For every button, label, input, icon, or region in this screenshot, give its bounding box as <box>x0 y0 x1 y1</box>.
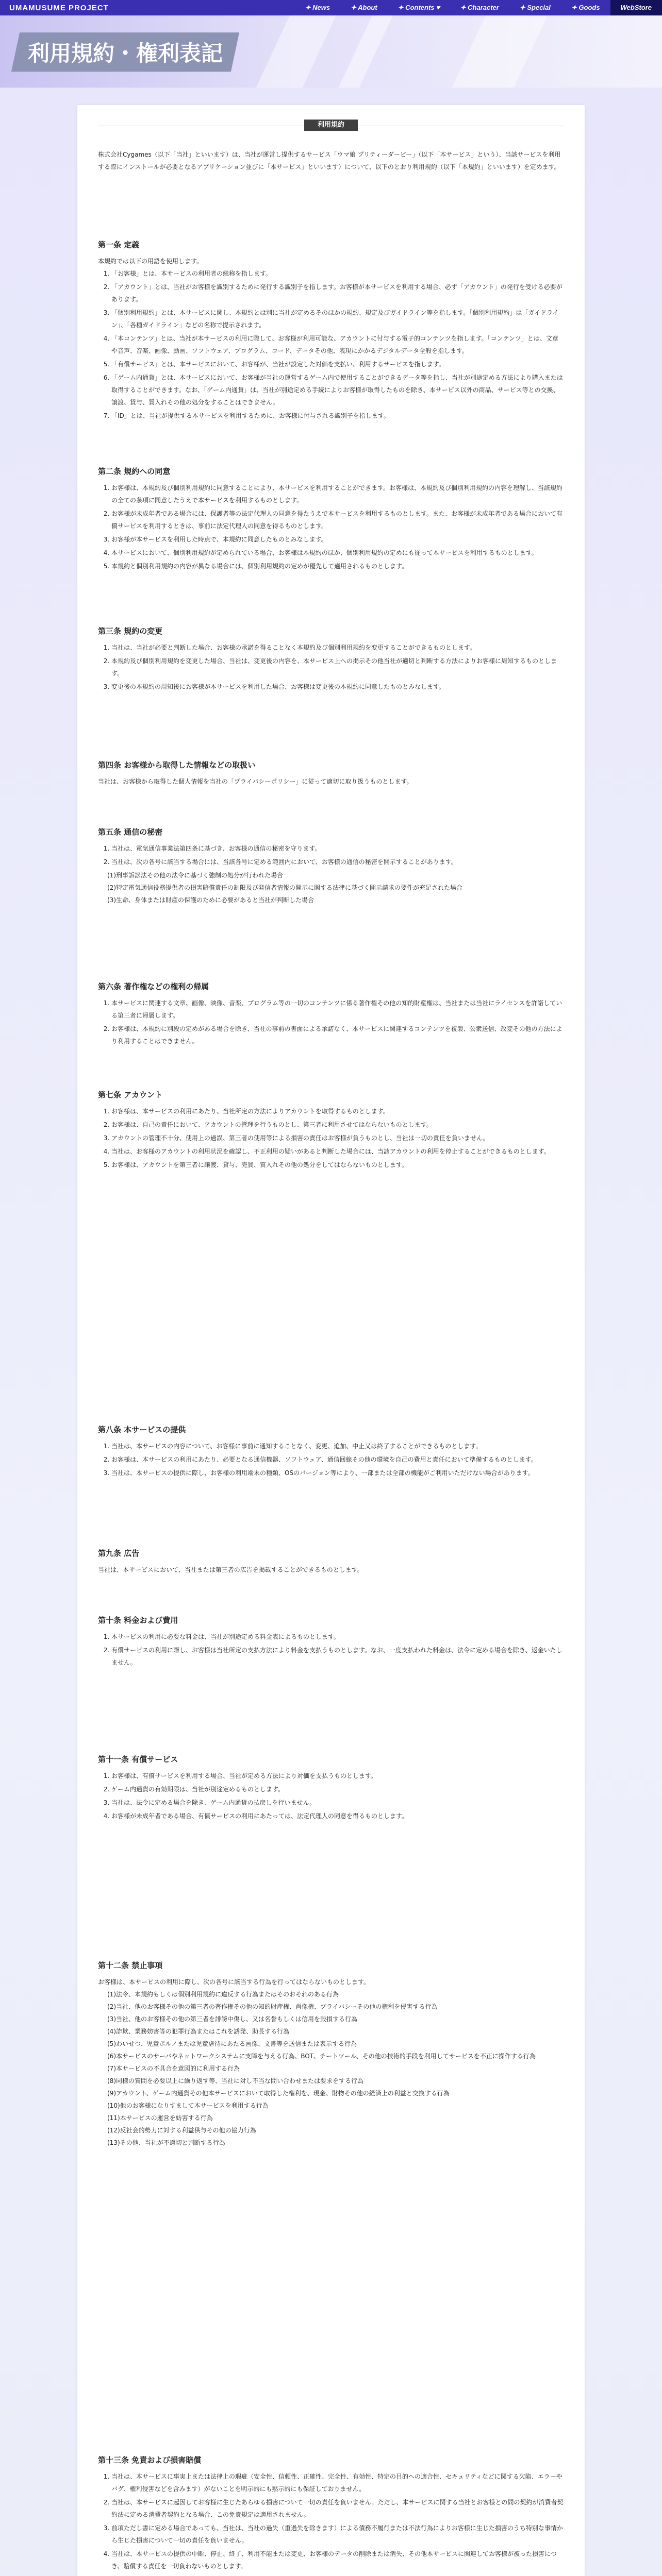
list-item: 2. 有償サービスの利用に際し、お客様は当社所定の支払方法により料金を支払うものとします。なお、一度支払われた料金は、法令に定める場合を除き、返金いたしません。 <box>111 1644 564 1669</box>
terms-section <box>98 826 564 906</box>
terms-section <box>98 239 564 423</box>
sub-list-item: (2)特定電気通信役務提供者の損害賠償責任の制限及び発信者情報の開示に関する法律に基づく開示請求の要件が充足された場合 <box>107 884 463 891</box>
section-heading: 第十一条 有償サービス <box>98 1755 178 1764</box>
section-heading: 第七条 アカウント <box>98 1090 163 1099</box>
list-item: 1. お客様は、本規約及び個別利用規約に同意することにより、本サービスを利用することができます。お客様は、本規約及び個別利用規約の内容を理解し、当該規約の全ての条項に同意したうえで本サービスを利用するものとします。 <box>111 482 564 506</box>
hero-stripe <box>433 15 557 88</box>
hero-stripe <box>319 15 402 88</box>
nav-about[interactable]: ✦ About <box>351 4 377 11</box>
section-heading: 第二条 規約への同意 <box>98 467 171 476</box>
terms-section <box>98 2454 564 2576</box>
sub-list-item: (3)当社、他のお客様その他の第三者を誹謗中傷し、又は名誉もしくは信用を毀損する行為 <box>107 2015 358 2023</box>
section-heading: 第一条 定義 <box>98 240 140 249</box>
hero-stripe <box>237 15 345 88</box>
section-heading: 第五条 通信の秘密 <box>98 827 163 837</box>
section-list <box>98 641 564 693</box>
section-list <box>98 482 564 572</box>
hero-banner <box>0 15 662 88</box>
terms-section <box>98 759 564 788</box>
top-nav-bar <box>0 0 662 15</box>
list-item: 4. お客様が未成年者である場合、有償サービスの利用にあたっては、法定代理人の同意を得るものとします。 <box>111 1810 564 1822</box>
list-item: 2. お客様は、自己の責任において、アカウントの管理を行うものとし、第三者に利用させてはならないものとします。 <box>111 1118 564 1131</box>
sub-list-item: (9)アカウント、ゲーム内通貨その他本サービスにおいて取得した権利を、現金、財物その他の経済上の利益と交換する行為 <box>107 2090 450 2097</box>
list-item: 2. ゲーム内通貨の有効期限は、当社が別途定めるものとします。 <box>111 1783 564 1795</box>
section-list <box>98 267 564 422</box>
list-item: 3. 変更後の本規約の周知後にお客様が本サービスを利用した場合、お客様は変更後の本規約に同意したものとみなします。 <box>111 681 564 693</box>
doc-title: 利用規約 <box>304 120 358 131</box>
list-item: 4. 当社は、お客様のアカウントの利用状況を確認し、不正利用の疑いがあると判断した場合には、当該アカウントの利用を停止することができるものとします。 <box>111 1145 564 1158</box>
site-logo[interactable]: UMAMUSUME PROJECT <box>9 3 109 12</box>
list-item: 2. 当社は、本サービスに起因してお客様に生じたあらゆる損害について一切の責任を負いません。ただし、本サービスに関する当社とお客様との間の契約が消費者契約法に定める消費者契約となる場合、この免責規定は適用されません。 <box>111 2496 564 2521</box>
section-heading: 第四条 お客様から取得した情報などの取扱い <box>98 760 256 770</box>
nav-character[interactable]: ✦ Character <box>460 4 499 11</box>
list-item: 3. 当社は、本サービスの提供に際し、お客様の利用端末の種類、OSのバージョン等により、一部または全部の機能がご利用いただけない場合があります。 <box>111 1467 564 1479</box>
list-item: 7. 「ID」とは、当社が提供する本サービスを利用するために、お客様に付与される識別子を指します。 <box>111 410 564 422</box>
section-heading: 第九条 広告 <box>98 1549 140 1558</box>
sub-list-item: (8)同様の質問を必要以上に繰り返す等、当社に対し不当な問い合わせまたは要求をする行為 <box>107 2077 364 2084</box>
nav-special[interactable]: ✦ Special <box>519 4 551 11</box>
list-item: 1. 当社は、本サービスに事実上または法律上の瑕疵（安全性、信頼性、正確性、完全性、有効性、特定の目的への適合性、セキュリティなどに関する欠陥、エラーやバグ、権利侵害などを含みます）がないことを明示的にも黙示的にも保証しておりません。 <box>111 2470 564 2495</box>
list-item: 1. お客様は、有償サービスを利用する場合、当社が定める方法により対価を支払うものとします。 <box>111 1770 564 1782</box>
list-item: 5. 本規約と個別利用規約の内容が異なる場合には、個別利用規約の定めが優先して適用されるものとします。 <box>111 560 564 572</box>
page-title-box <box>11 32 239 72</box>
list-item: 4. 本サービスにおいて、個別利用規約が定められている場合、お客様は本規約のほか、個別利用規約の定めにも従って本サービスを利用するものとします。 <box>111 547 564 559</box>
terms-panel <box>77 105 585 2576</box>
section-paragraph: 当社は、本サービスにおいて、当社または第三者の広告を掲載することができるものとします。 <box>98 1566 363 1573</box>
sub-list-item: (1)刑事訴訟法その他の法令に基づく強制の処分が行われた場合 <box>107 872 284 879</box>
list-item: 3. 「個別利用規約」とは、本サービスに関し、本規約とは別に当社が定めるそのほかの規約、規定及びガイドライン等を指します。「個別利用規約」は「ガイドライン」、「各種ガイドライン」などの名称で提示されます。 <box>111 307 564 331</box>
sub-list-item: (12)反社会的勢力に対する利益供与その他の協力行為 <box>107 2127 256 2134</box>
terms-section <box>98 981 564 1048</box>
section-list <box>98 842 564 868</box>
list-item: 1. お客様は、本サービスの利用にあたり、当社所定の方法によりアカウントを取得するものとします。 <box>111 1105 564 1117</box>
sub-list-item: (13)その他、当社が不適切と判断する行為 <box>107 2139 225 2146</box>
sub-list-item: (2)当社、他のお客様その他の第三者の著作権その他の知的財産権、肖像権、プライバシーその他の権利を侵害する行為 <box>107 2003 438 2010</box>
section-heading: 第十三条 免責および損害賠償 <box>98 2455 202 2465</box>
list-item: 5. お客様は、アカウントを第三者に譲渡、貸与、売買、質入れその他の処分をしてはならないものとします。 <box>111 1159 564 1171</box>
list-item: 1. 当社は、本サービスの内容について、お客様に事前に通知することなく、変更、追加、中止又は終了することができるものとします。 <box>111 1440 564 1452</box>
page-title: 利用規約・権利表記 <box>28 41 223 66</box>
section-heading: 第八条 本サービスの提供 <box>98 1425 186 1434</box>
list-item: 2. 「アカウント」とは、当社がお客様を識別するために発行する識別子を指します。お客様が本サービスを利用する場合、必ず「アカウント」の発行を受ける必要があります。 <box>111 281 564 306</box>
list-item: 2. お客様は、本サービスの利用にあたり、必要となる通信機器、ソフトウェア、通信回線その他の環境を自己の費用と責任において準備するものとします。 <box>111 1453 564 1466</box>
section-list <box>98 1440 564 1479</box>
list-item: 1. 本サービスの利用に必要な料金は、当社が別途定める料金表によるものとします。 <box>111 1631 564 1643</box>
main-nav <box>295 0 662 15</box>
section-paragraph: 当社は、お客様から取得した個人情報を当社の「プライバシーポリシー」に従って適切に取り扱うものとします。 <box>98 778 413 785</box>
terms-section <box>98 466 564 573</box>
sub-list-item: (5)わいせつ、児童ポルノまたは児童虐待にあたる画像、文書等を送信または表示する行為 <box>107 2040 357 2047</box>
list-item: 2. 当社は、次の各号に該当する場合には、当該各号に定める範囲内において、お客様の通信の秘密を開示することがあります。 <box>111 856 564 868</box>
list-item: 3. お客様が本サービスを利用した時点で、本規約に同意したものとみなします。 <box>111 533 564 546</box>
sub-list-item: (3)生命、身体または財産の保護のために必要があると当社が判断した場合 <box>107 896 315 904</box>
section-list <box>98 1105 564 1171</box>
section-list <box>98 1770 564 1822</box>
list-item <box>111 2573 564 2576</box>
list-item: 1. 当社は、当社が必要と判断した場合、お客様の承諾を得ることなく本規約及び個別利用規約を変更することができるものとします。 <box>111 641 564 654</box>
list-item: 1. 「お客様」とは、本サービスの利用者の総称を指します。 <box>111 267 564 280</box>
nav-goods[interactable]: ✦ Goods <box>571 4 600 11</box>
section-list <box>98 997 564 1047</box>
section-list <box>98 2470 564 2576</box>
list-item: 2. お客様が未成年者である場合には、保護者等の法定代理人の同意を得たうえで本サービスを利用するものとします。また、お客様が未成年者である場合において有償サービスを利用するときは、事前に法定代理人の同意を得るものとします。 <box>111 507 564 532</box>
list-item: 1. 当社は、電気通信事業法第四条に基づき、お客様の通信の秘密を守ります。 <box>111 842 564 855</box>
list-item: 6. 「ゲーム内通貨」とは、本サービスにおいて、お客様が当社の運営するゲーム内で使用することができるデータ等を指し、当社が別途定める方法により購入または取得することができます。なお、「ゲーム内通貨」は、当社が別途定める手続によりお客様が取得したものを除き、本サービス以外の商品、サービス等との交換、譲渡、貸与、質入れその他の処分をすることはできません。 <box>111 371 564 409</box>
sub-list <box>98 1988 564 2149</box>
section-heading: 第三条 規約の変更 <box>98 626 163 636</box>
list-item: 5. 「有償サービス」とは、本サービスにおいて、お客様が、当社が設定した対価を支払い、利用するサービスを指します。 <box>111 358 564 370</box>
list-item: 3. 当社は、法令に定める場合を除き、ゲーム内通貨の払戻しを行いません。 <box>111 1797 564 1809</box>
section-paragraph: 本規約では以下の用語を使用します。 <box>98 258 203 265</box>
section-paragraph: お客様は、本サービスの利用に際し、次の各号に該当する行為を行ってはならないものとします。 <box>98 1978 370 1986</box>
section-list <box>98 1631 564 1669</box>
list-item: 4. 当社は、本サービスの提供の中断、停止、終了、利用不能または変更、お客様のデータの削除または消失、その他本サービスに関連してお客様が被った損害につき、賠償する責任を一切負わないものとします。 <box>111 2548 564 2572</box>
sub-list-item: (7)本サービスの不具合を意図的に利用する行為 <box>107 2065 240 2072</box>
terms-section <box>98 1424 564 1480</box>
section-heading: 第十二条 禁止事項 <box>98 1961 163 1970</box>
terms-section <box>98 1089 564 1172</box>
sub-list <box>98 869 564 906</box>
terms-section <box>98 625 564 694</box>
section-heading: 第十条 料金および費用 <box>98 1616 178 1625</box>
list-item: 2. お客様は、本規約に別段の定めがある場合を除き、当社の事前の書面による承諾なく、本サービスに関連するコンテンツを複製、公衆送信、改変その他の方法により利用することはできません。 <box>111 1023 564 1047</box>
terms-section <box>98 1960 564 2149</box>
nav-webstore[interactable]: WebStore <box>610 0 662 15</box>
nav-news[interactable]: ✦ News <box>305 4 330 11</box>
nav-contents[interactable]: ✦ Contents ▾ <box>398 4 440 11</box>
list-item: 3. 前項ただし書に定める場合であっても、当社は、当社の過失（重過失を除きます）による債務不履行または不法行為によりお客様に生じた損害のうち特別な事情から生じた損害について一切の責任を負いません。 <box>111 2522 564 2547</box>
sub-list-item: (11)本サービスの運営を妨害する行為 <box>107 2114 213 2122</box>
terms-section <box>98 1548 564 1576</box>
list-item: 2. 本規約及び個別利用規約を変更した場合、当社は、変更後の内容を、本サービス上への掲示その他当社が適切と判断する方法によりお客様に周知するものとします。 <box>111 655 564 680</box>
terms-section <box>98 1754 564 1823</box>
intro-text: 株式会社Cygames（以下「当社」といいます）は、当社が運営し提供するサービス「ウマ娘 プリティーダービー」（以下「本サービス」という）、当該サービスを利用する際にインストールが必要となるアプリケーション並びに「本サービス」といいます）について、以下のとおり利用規約（以下「本規約」といいます）を定めます。 <box>98 151 561 171</box>
section-heading: 第六条 著作権などの権利の帰属 <box>98 982 209 991</box>
sub-list-item: (4)詐欺、業務妨害等の犯罪行為またはこれを誘発、助長する行為 <box>107 2028 290 2035</box>
sub-list-item: (1)法令、本規約もしくは個別利用規約に違反する行為またはそのおそれのある行為 <box>107 1991 339 1998</box>
list-item: 1. 本サービスに関連する文章、画像、映像、音楽、プログラム等の一切のコンテンツに係る著作権その他の知的財産権は、当社または当社にライセンスを許諾している第三者に帰属します。 <box>111 997 564 1022</box>
sub-list-item: (10)他のお客様になりすまして本サービスを利用する行為 <box>107 2102 269 2109</box>
sub-list-item: (6)本サービスのサーバやネットワークシステムに支障を与える行為、BOT、チートツール、その他の技術的手段を利用してサービスを不正に操作する行為 <box>107 2053 536 2060</box>
list-item: 4. 「本コンテンツ」とは、当社が本サービスの利用に際して、お客様が利用可能な、アカウントに付与する電子的コンテンツを指します。「コンテンツ」とは、文章や音声、音楽、画像、動画、ソフトウェア、プログラム、コード、データその他、表現にかかるデジタルデータ全般を指します。 <box>111 332 564 357</box>
list-item: 3. アカウントの管理不十分、使用上の過誤、第三者の使用等による損害の責任はお客様が負うものとし、当社は一切の責任を負いません。 <box>111 1132 564 1144</box>
terms-section <box>98 1615 564 1670</box>
